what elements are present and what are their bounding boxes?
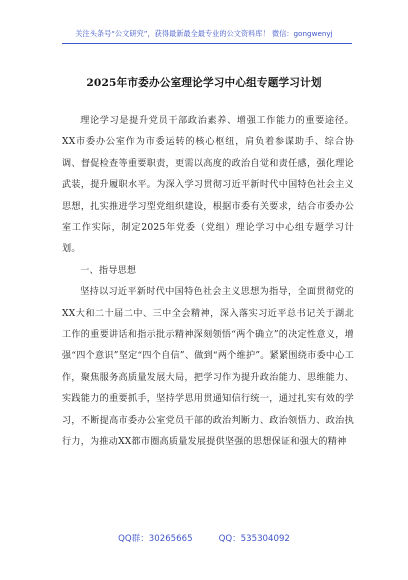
footer-qq-number: QQ：535304092: [218, 534, 290, 544]
header-banner: 关注头条号“公文研究”，获得最新最全最专业的公文资料库！ 微信：gongwenyj: [75, 29, 333, 38]
intro-paragraph: 理论学习是提升党员干部政治素养、增强工作能力的重要途径。XX市委办公室作为市委运转的核心枢纽，肩负着参谋助手、综合协调、督促检查等重要职责，更需以高度的政治自觉和责任感，强化理论武装，提升履职水平。为深入学习贯彻习近平新时代中国特色社会主义思想，扎实推进学习型党组织建设，根据市委有关要求，结合市委办公室工作实际，制定2025年党委（党组）理论学习中心组专题学习计划。: [62, 116, 354, 255]
footer-contact: [0, 532, 408, 544]
header-divider: [62, 43, 352, 44]
document-body: [62, 111, 354, 454]
guiding-ideology-paragraph: 坚持以习近平新时代中国特色社会主义思想为指导，全面贯彻党的XX大和二十届二中、三中全会精神，深入落实习近平总书记关于湖北工作的重要讲话和指示批示精神深刻领悟“两个确立”的决定性意义，增强“四个意识”坚定“四个自信”、做到“两个维护”。紧紧围绕市委中心工作，聚焦服务高质量发展大局，把学习作为提升政治能力、思维能力、实践能力的重要抓手，坚持学思用贯通知信行统一，通过扎实有效的学习，不断提高市委办公室党员干部的政治判断力、政治领悟力、政治执行力，为推动XX都市圈高质量发展提供坚强的思想保证和强大的精神: [62, 287, 354, 448]
section-heading-guiding-ideology: 一、指导思想: [80, 265, 137, 276]
document-title: 2025年市委办公室理论学习中心组专题学习计划: [86, 77, 322, 89]
footer-qq-group: QQ群：30265665: [118, 534, 193, 544]
